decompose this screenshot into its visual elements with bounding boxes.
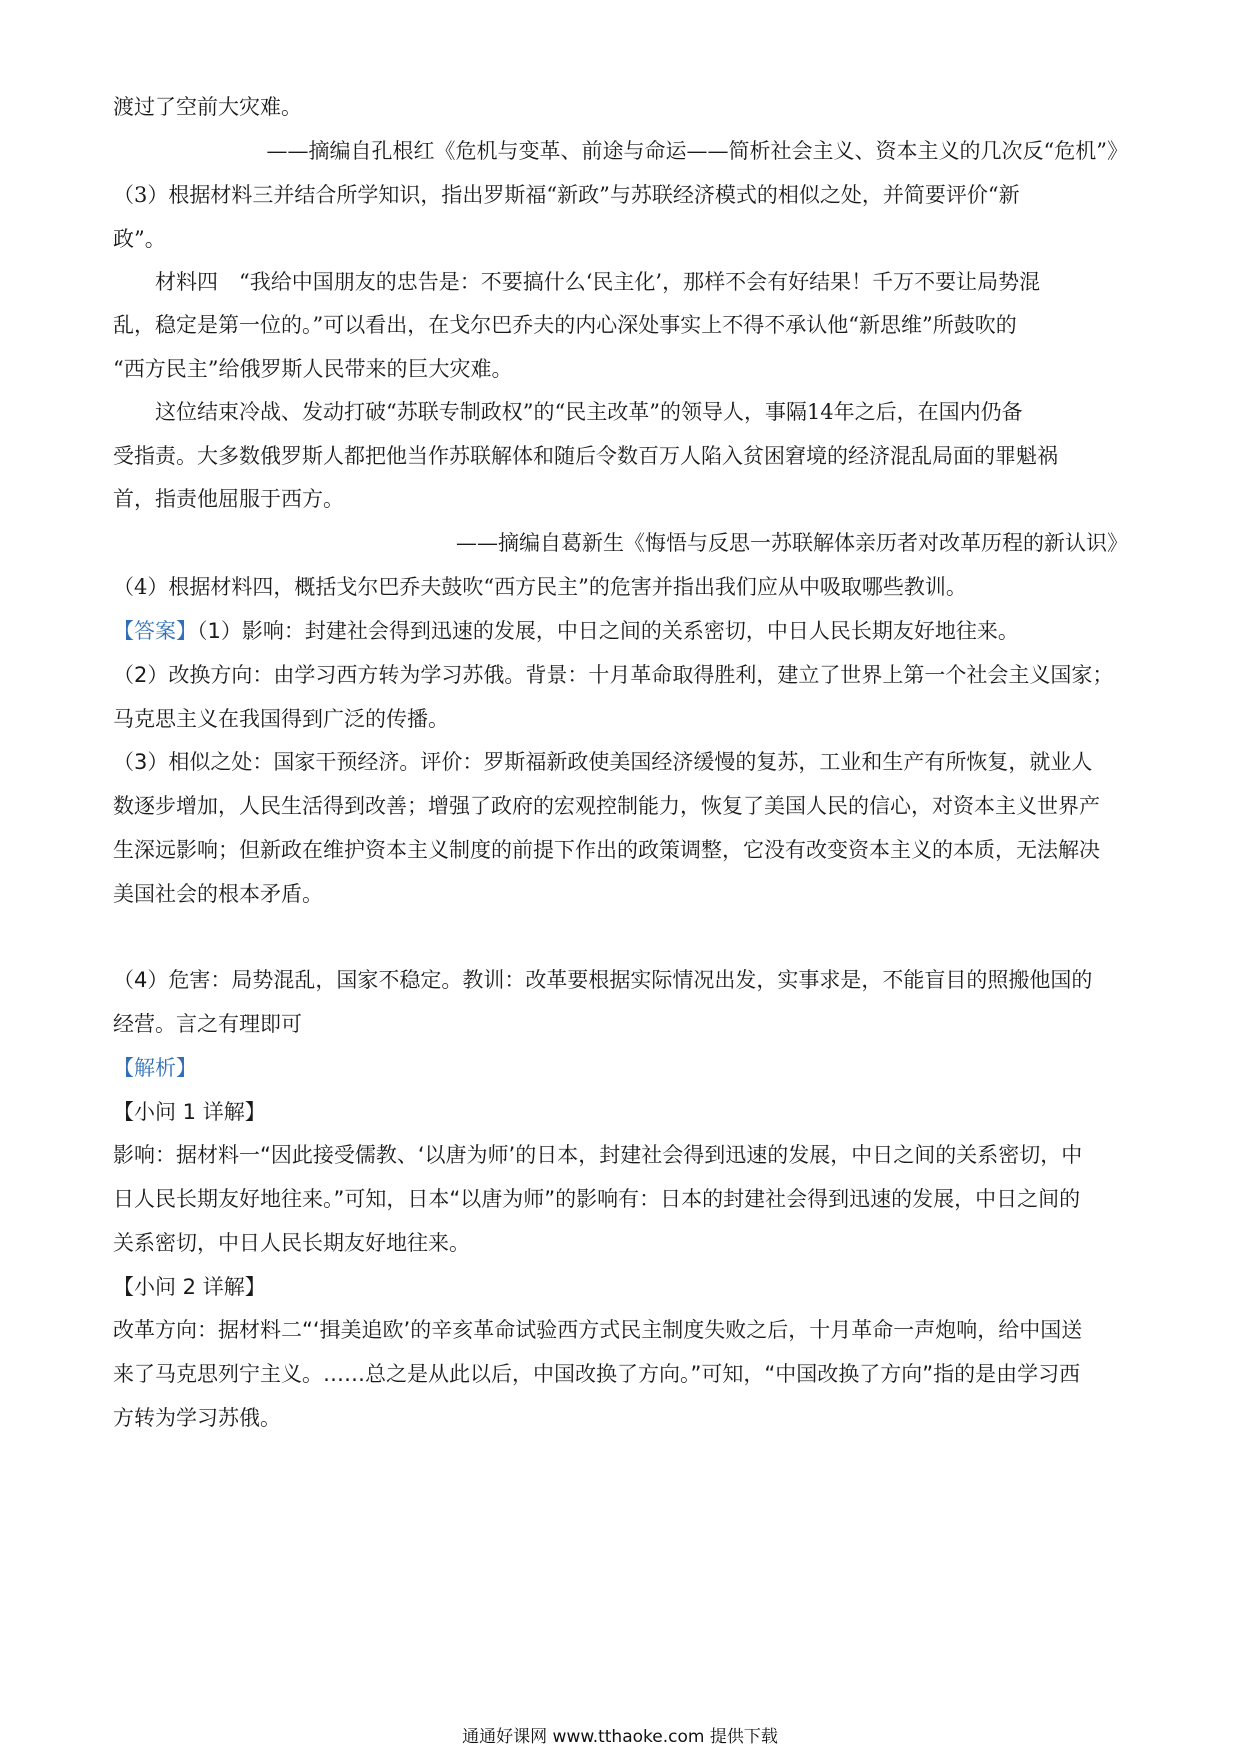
source-citation-3: ——摘编自孔根红《危机与变革、前途与命运——简析社会主义、资本主义的几次反“危机”》 bbox=[266, 139, 1128, 163]
answer-3-line-3: 生深远影响；但新政在维护资本主义制度的前提下作出的政策调整，它没有改变资本主义的本质，无法解决 bbox=[113, 838, 1100, 862]
sub-question-2-line-1: 改革方向：据材料二“‘揖美追欧’的辛亥革命试验西方式民主制度失败之后，十月革命一声炮响，给中国送 bbox=[113, 1318, 1083, 1342]
sub-question-1-line-3: 关系密切，中日人民长期友好地往来。 bbox=[113, 1231, 470, 1255]
source-citation-4: ——摘编自葛新生《悔悟与反思一苏联解体亲历者对改革历程的新认识》 bbox=[456, 531, 1128, 555]
answer-1-row bbox=[113, 617, 1019, 645]
sub-question-2-line-3: 方转为学习苏俄。 bbox=[113, 1406, 281, 1430]
material3-tail: 渡过了空前大灾难。 bbox=[113, 95, 302, 119]
material4-line-5: 受指责。大多数俄罗斯人都把他当作苏联解体和随后令数百万人陷入贫困窘境的经济混乱局面的罪魁祸 bbox=[113, 444, 1058, 468]
material4-line-3: “西方民主”给俄罗斯人民带来的巨大灾难。 bbox=[113, 357, 513, 381]
answer-4-line-2: 经营。言之有理即可 bbox=[113, 1012, 302, 1036]
answer-2-line-2: 马克思主义在我国得到广泛的传播。 bbox=[113, 707, 449, 731]
answer-label: 【答案】 bbox=[113, 619, 197, 643]
answer-3-line-4: 美国社会的根本矛盾。 bbox=[113, 882, 323, 906]
sub-question-1-line-2: 日人民长期友好地往来。”可知，日本“以唐为师”的影响有：日本的封建社会得到迅速的发展，中日之间的 bbox=[113, 1187, 1081, 1211]
sub-question-1-label: 【小问 1 详解】 bbox=[113, 1100, 266, 1124]
sub-question-1-line-1: 影响：据材料一“因此接受儒教、‘以唐为师’的日本，封建社会得到迅速的发展，中日之间的关系密切，中 bbox=[113, 1143, 1083, 1167]
material4-line-6: 首，指责他屈服于西方。 bbox=[113, 487, 344, 511]
material4-line-1: 材料四 “我给中国朋友的忠告是：不要搞什么‘民主化’，那样不会有好结果！千万不要让局势混 bbox=[155, 270, 1041, 294]
page-footer: 通通好课网 www.tthaoke.com 提供下载 bbox=[462, 1727, 778, 1747]
question-3-line-1: （3）根据材料三并结合所学知识，指出罗斯福“新政”与苏联经济模式的相似之处，并简要评价“新 bbox=[113, 183, 1020, 207]
question-4: （4）根据材料四，概括戈尔巴乔夫鼓吹“西方民主”的危害并指出我们应从中吸取哪些教训。 bbox=[113, 575, 967, 599]
answer-4-line-1: （4）危害：局势混乱，国家不稳定。教训：改革要根据实际情况出发，实事求是，不能盲目的照搬他国的 bbox=[113, 968, 1093, 992]
sub-question-2-label: 【小问 2 详解】 bbox=[113, 1275, 266, 1299]
material4-line-2: 乱，稳定是第一位的。”可以看出，在戈尔巴乔夫的内心深处事实上不得不承认他“新思维”所鼓吹的 bbox=[113, 313, 1017, 337]
answer-2-line-1: （2）改换方向：由学习西方转为学习苏俄。背景：十月革命取得胜利，建立了世界上第一个社会主义国家； bbox=[113, 663, 1114, 687]
question-3-line-2: 政”。 bbox=[113, 227, 166, 251]
sub-question-2-line-2: 来了马克思列宁主义。……总之是从此以后，中国改换了方向。”可知，“中国改换了方向”指的是由学习西 bbox=[113, 1362, 1081, 1386]
analysis-label: 【解析】 bbox=[113, 1056, 197, 1080]
answer-3-line-1: （3）相似之处：国家干预经济。评价：罗斯福新政使美国经济缓慢的复苏，工业和生产有所恢复，就业人 bbox=[113, 750, 1093, 774]
answer-1: （1）影响：封建社会得到迅速的发展，中日之间的关系密切，中日人民长期友好地往来。 bbox=[197, 619, 1019, 643]
answer-3-line-2: 数逐步增加，人民生活得到改善；增强了政府的宏观控制能力，恢复了美国人民的信心，对资本主义世界产 bbox=[113, 794, 1100, 818]
material4-line-4: 这位结束冷战、发动打破“苏联专制政权”的“民主改革”的领导人，事隔14年之后，在国内仍备 bbox=[155, 400, 1023, 424]
